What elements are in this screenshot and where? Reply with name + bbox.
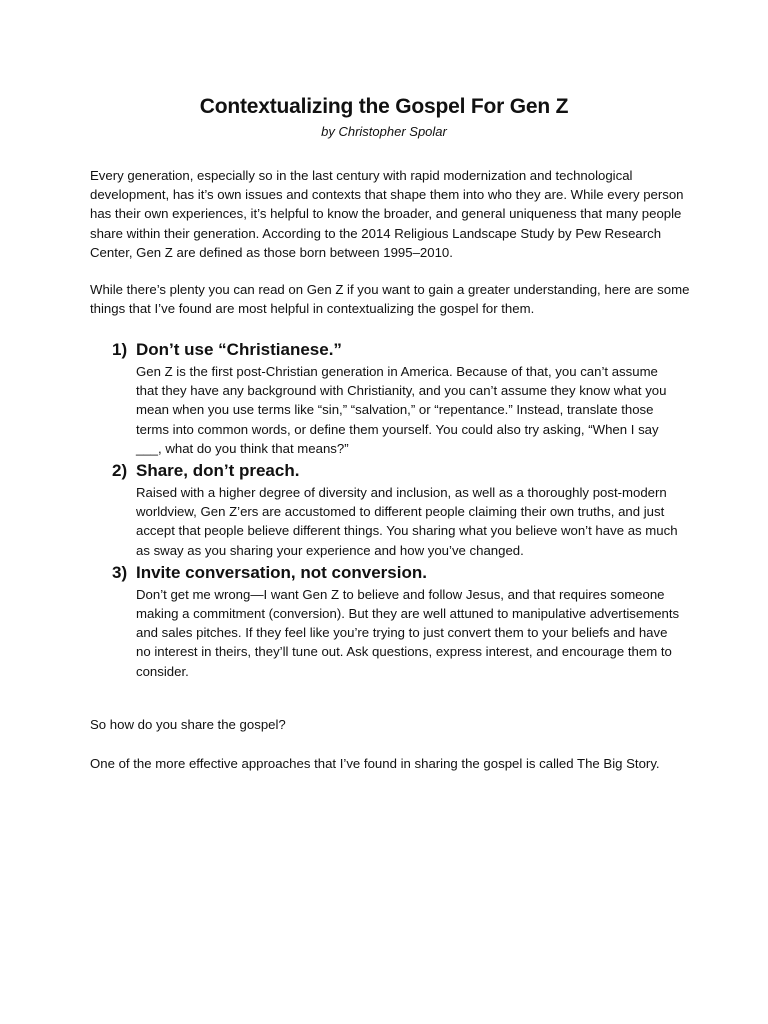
point-heading: Invite conversation, not conversion.	[136, 562, 427, 582]
point-heading: Share, don’t preach.	[136, 461, 300, 481]
point-number: 1)	[112, 340, 128, 359]
numbered-points-list	[0, 337, 768, 681]
lead-in-paragraph: While there’s plenty you can read on Gen Z if you want to gain a greater understanding, here are some things that I’ve found are most helpful in contextualizing the gospel for them.	[90, 282, 690, 317]
point-number: 3)	[112, 562, 128, 582]
point-body: Raised with a higher degree of diversity and inclusion, as well as a thoroughly post-modern worldview, Gen Z’ers are accustomed to different people claiming their own truths, and just accept that people believe different things. You sharing what you believe won’t have as much as sway as you sharing your experience and how you’ve changed.	[136, 485, 678, 558]
list-item	[0, 458, 768, 560]
list-item	[0, 337, 768, 458]
point-number: 2)	[112, 461, 128, 481]
point-body: Gen Z is the first post-Christian generation in America. Because of that, you can’t assume that they have any background with Christianity, and you can’t assume they know what you mean when you use terms like “sin,” “salvation,” or “repentance.” Instead, translate those terms into common words, or define them yourself. You could also try asking, “When I say ___, what do you think that means?”	[136, 364, 667, 456]
question-paragraph: So how do you share the gospel?	[90, 717, 286, 732]
closing-paragraph: One of the more effective approaches that I’ve found in sharing the gospel is called The Big Story.	[90, 756, 660, 771]
byline: by Christopher Spolar	[321, 124, 447, 139]
list-item	[0, 560, 768, 681]
page-title: Contextualizing the Gospel For Gen Z	[199, 95, 569, 118]
intro-paragraph: Every generation, especially so in the last century with rapid modernization and technological development, has it’s own issues and contexts that shape them into who they are. While every person has their own experiences, it’s helpful to know the broader, and general uniqueness that many people share within their generation. According to the 2014 Religious Landscape Study by Pew Research Center, Gen Z are defined as those born between 1995–2010.	[90, 168, 684, 260]
point-body: Don’t get me wrong—I want Gen Z to believe and follow Jesus, and that requires someone making a commitment (conversion). But they are well attuned to manipulative advertisements and sales pitches. If they feel like you’re trying to just convert them to your beliefs and have no interest in theirs, they’ll tune out. Ask questions, express interest, and encourage them to consider.	[136, 586, 680, 679]
point-heading: Don’t use “Christianese.”	[136, 340, 342, 359]
